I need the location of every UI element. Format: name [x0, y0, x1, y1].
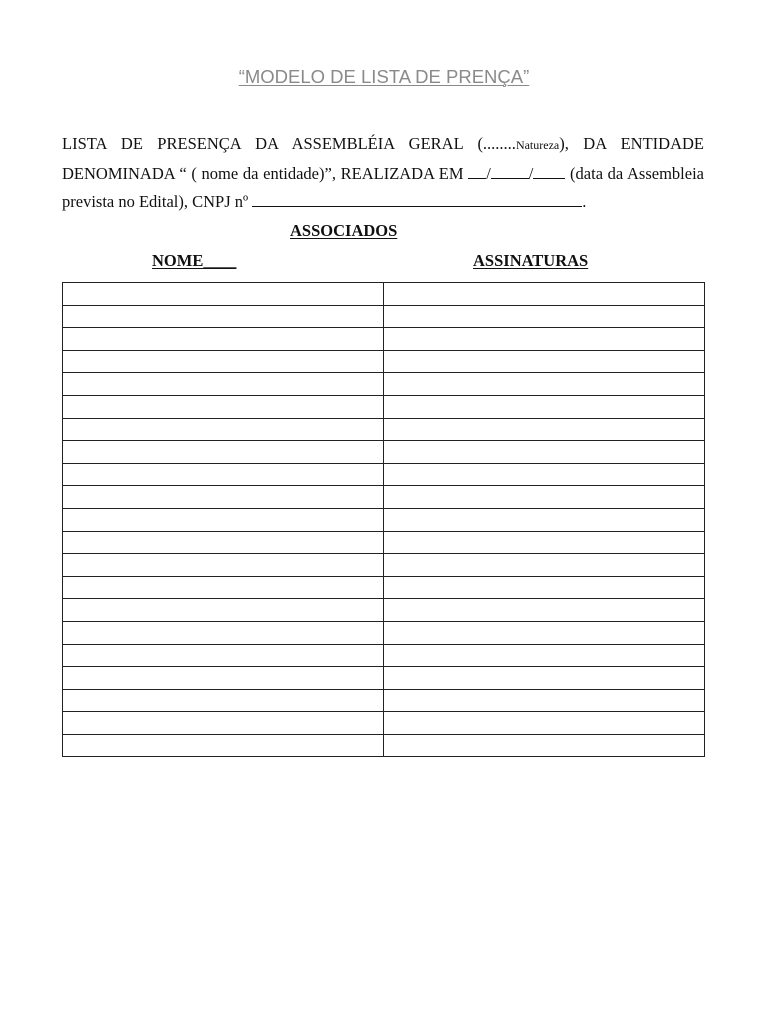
signature-cell[interactable] — [384, 644, 705, 667]
table-row — [63, 441, 705, 464]
name-cell[interactable] — [63, 395, 384, 418]
signature-cell[interactable] — [384, 395, 705, 418]
name-cell[interactable] — [63, 734, 384, 757]
signature-cell[interactable] — [384, 305, 705, 328]
name-cell[interactable] — [63, 576, 384, 599]
date-separator-2: / — [528, 163, 534, 183]
paragraph-text-2: ), DA ENTIDADE DENOMINADA “ ( nome da entidade)”, REALIZADA EM — [62, 134, 704, 183]
date-day-blank[interactable] — [468, 164, 486, 179]
table-row — [63, 373, 705, 396]
signature-cell[interactable] — [384, 554, 705, 577]
date-separator-1: / — [486, 163, 491, 183]
name-cell[interactable] — [63, 283, 384, 306]
table-row — [63, 463, 705, 486]
signature-cell[interactable] — [384, 734, 705, 757]
signature-cell[interactable] — [384, 350, 705, 373]
name-cell[interactable] — [63, 486, 384, 509]
date-year-blank[interactable] — [533, 164, 565, 179]
table-row — [63, 689, 705, 712]
paragraph-text-1: LISTA DE PRESENÇA DA ASSEMBLÉIA GERAL (........ — [62, 134, 516, 153]
table-row — [63, 621, 705, 644]
table-row — [63, 508, 705, 531]
table-row — [63, 305, 705, 328]
signature-cell[interactable] — [384, 712, 705, 735]
signature-cell[interactable] — [384, 373, 705, 396]
table-row — [63, 350, 705, 373]
name-cell[interactable] — [63, 350, 384, 373]
document-title: “MODELO DE LISTA DE PRENÇA” — [238, 66, 530, 87]
table-row — [63, 644, 705, 667]
name-cell[interactable] — [63, 689, 384, 712]
name-cell[interactable] — [63, 621, 384, 644]
name-cell[interactable] — [63, 305, 384, 328]
table-row — [63, 395, 705, 418]
table-row — [63, 486, 705, 509]
name-cell[interactable] — [63, 644, 384, 667]
signature-cell[interactable] — [384, 531, 705, 554]
name-cell[interactable] — [63, 463, 384, 486]
name-cell[interactable] — [63, 373, 384, 396]
table-row — [63, 599, 705, 622]
name-cell[interactable] — [63, 531, 384, 554]
signature-cell[interactable] — [384, 328, 705, 351]
natureza-placeholder: Natureza — [515, 138, 560, 152]
name-cell[interactable] — [63, 441, 384, 464]
table-row — [63, 667, 705, 690]
signature-cell[interactable] — [384, 508, 705, 531]
signature-cell[interactable] — [384, 463, 705, 486]
name-cell[interactable] — [63, 328, 384, 351]
intro-paragraph — [62, 130, 704, 217]
signature-cell[interactable] — [384, 599, 705, 622]
table-row — [63, 576, 705, 599]
column-header-assinaturas: ASSINATURAS — [473, 251, 589, 270]
table-row — [63, 283, 705, 306]
signature-cell[interactable] — [384, 283, 705, 306]
section-heading: ASSOCIADOS — [290, 221, 398, 240]
paragraph-end: . — [582, 192, 587, 211]
name-cell[interactable] — [63, 667, 384, 690]
signature-cell[interactable] — [384, 418, 705, 441]
signature-cell[interactable] — [384, 486, 705, 509]
paragraph-text-3: (data da Assembleia prevista no Edital), CNPJ nº — [62, 163, 704, 211]
name-cell[interactable] — [63, 418, 384, 441]
signature-cell[interactable] — [384, 689, 705, 712]
table-row — [63, 554, 705, 577]
table-row — [63, 734, 705, 757]
attendance-table — [62, 282, 705, 757]
name-cell[interactable] — [63, 599, 384, 622]
name-cell[interactable] — [63, 508, 384, 531]
table-row — [63, 712, 705, 735]
signature-cell[interactable] — [384, 441, 705, 464]
table-row — [63, 418, 705, 441]
attendance-table-body — [63, 283, 705, 757]
name-cell[interactable] — [63, 554, 384, 577]
date-month-blank[interactable] — [491, 164, 529, 179]
cnpj-blank[interactable] — [252, 192, 582, 207]
signature-cell[interactable] — [384, 667, 705, 690]
table-row — [63, 328, 705, 351]
table-row — [63, 531, 705, 554]
signature-cell[interactable] — [384, 576, 705, 599]
signature-cell[interactable] — [384, 621, 705, 644]
column-header-nome: NOME____ — [152, 251, 237, 270]
name-cell[interactable] — [63, 712, 384, 735]
